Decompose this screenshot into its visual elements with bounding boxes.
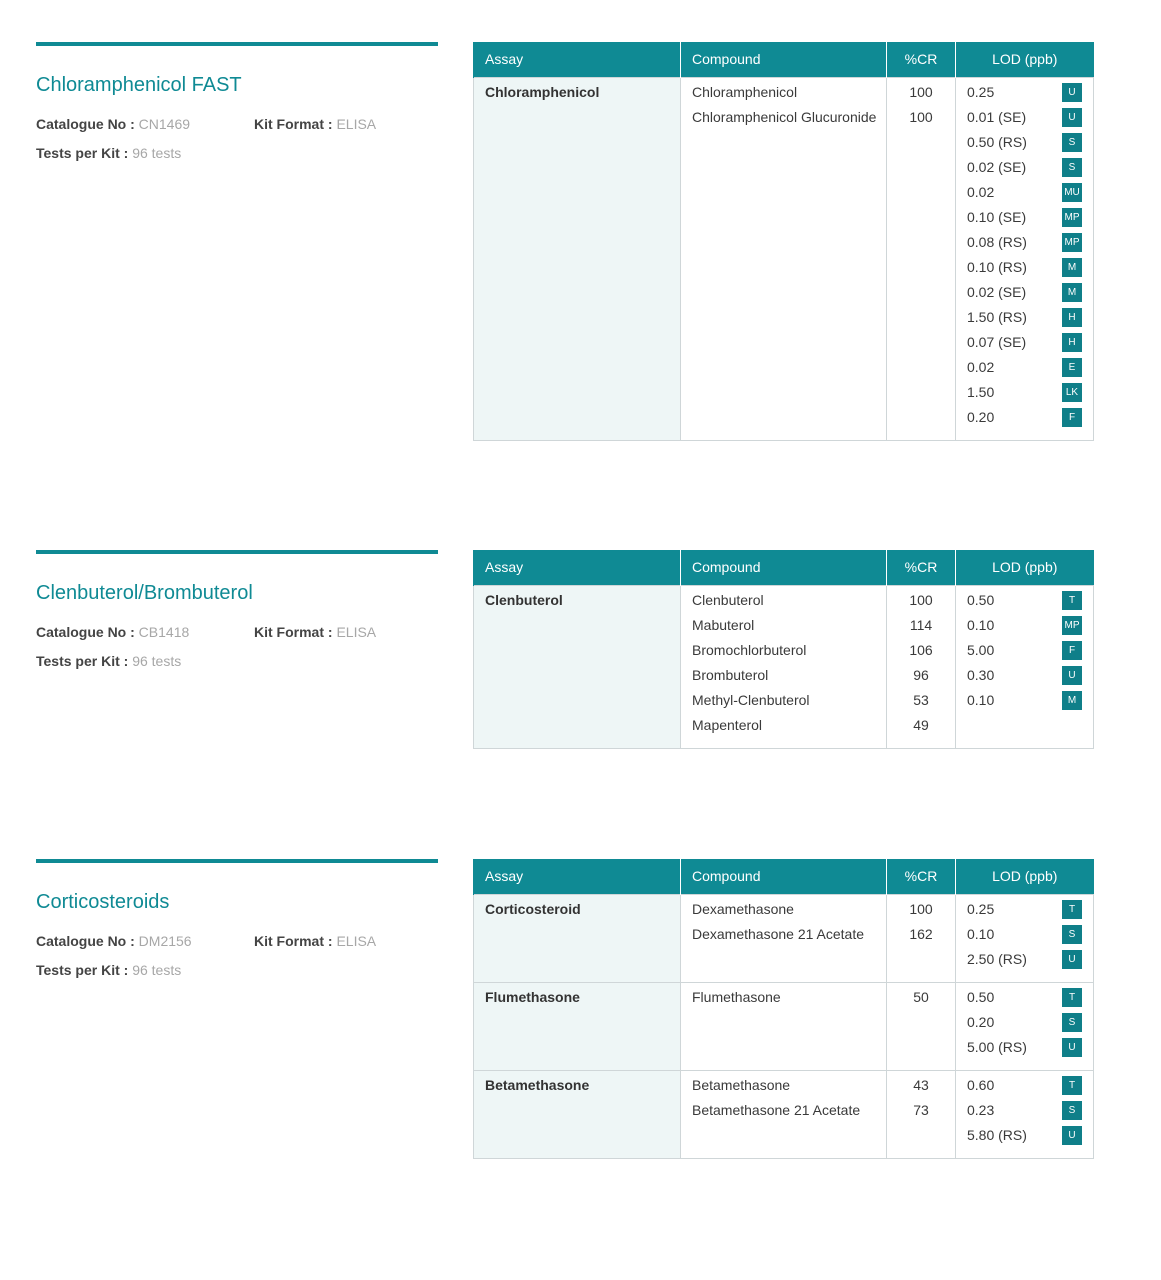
lod-value: 0.10 bbox=[967, 925, 995, 942]
lod-line bbox=[967, 592, 1082, 617]
lod-value: 0.01 (SE) bbox=[967, 108, 1027, 125]
cr-value: 53 bbox=[913, 691, 929, 708]
header-compound: Compound bbox=[681, 42, 887, 77]
species-badge: U bbox=[1062, 950, 1082, 969]
lod-line bbox=[967, 134, 1082, 159]
format-value: ELISA bbox=[336, 933, 377, 949]
lod-cell bbox=[956, 982, 1094, 1070]
lod-value: 0.08 (RS) bbox=[967, 233, 1027, 250]
lod-value: 0.20 bbox=[967, 408, 995, 425]
header-assay: Assay bbox=[474, 42, 681, 77]
species-badge: S bbox=[1062, 133, 1082, 152]
format-value: ELISA bbox=[336, 624, 377, 640]
lod-cell bbox=[956, 77, 1094, 440]
table-row bbox=[474, 1070, 1094, 1158]
species-badge: T bbox=[1062, 988, 1082, 1007]
compound-cell bbox=[681, 585, 887, 748]
table-header bbox=[474, 550, 1094, 585]
kit-title: Corticosteroids bbox=[36, 891, 170, 913]
assay-cell bbox=[474, 77, 681, 440]
kit-title: Clenbuterol/Brombuterol bbox=[36, 582, 253, 604]
cr-value: 73 bbox=[913, 1101, 929, 1118]
format-field bbox=[254, 116, 376, 132]
lod-line bbox=[967, 1039, 1082, 1064]
lod-value: 0.30 bbox=[967, 666, 995, 683]
format-label: Kit Format : bbox=[254, 933, 333, 949]
tests-field bbox=[36, 653, 181, 669]
species-badge: MU bbox=[1062, 183, 1082, 202]
lod-line bbox=[967, 667, 1082, 692]
table-row bbox=[474, 894, 1094, 982]
kit-info bbox=[36, 859, 438, 993]
lod-line bbox=[967, 409, 1082, 434]
lod-line bbox=[967, 384, 1082, 409]
lod-line bbox=[967, 184, 1082, 209]
species-badge: S bbox=[1062, 1101, 1082, 1120]
header-lod: LOD (ppb) bbox=[956, 859, 1094, 894]
lod-line bbox=[967, 334, 1082, 359]
catalogue-label: Catalogue No : bbox=[36, 116, 135, 132]
compound-name: Betamethasone bbox=[692, 1076, 791, 1093]
assay-table bbox=[473, 550, 1094, 749]
species-badge: U bbox=[1062, 1126, 1082, 1145]
lod-line bbox=[967, 1127, 1082, 1152]
lod-value: 0.02 bbox=[967, 183, 995, 200]
compound-name: Clenbuterol bbox=[692, 591, 764, 608]
lod-line bbox=[967, 159, 1082, 184]
assay-table bbox=[473, 859, 1094, 1159]
assay-name: Corticosteroid bbox=[485, 900, 581, 917]
species-badge: M bbox=[1062, 691, 1082, 710]
lod-line bbox=[967, 359, 1082, 384]
assay-cell bbox=[474, 585, 681, 748]
lod-value: 0.25 bbox=[967, 83, 995, 100]
cr-value: 49 bbox=[913, 716, 929, 733]
lod-line bbox=[967, 209, 1082, 234]
lod-value: 0.25 bbox=[967, 900, 995, 917]
lod-value: 0.10 bbox=[967, 691, 995, 708]
cr-cell bbox=[887, 1070, 956, 1158]
lod-line bbox=[967, 951, 1082, 976]
species-badge: T bbox=[1062, 1076, 1082, 1095]
kit-title: Chloramphenicol FAST bbox=[36, 74, 242, 96]
cr-value: 114 bbox=[909, 616, 933, 633]
lod-line bbox=[967, 84, 1082, 109]
kit-meta bbox=[36, 933, 438, 993]
lod-value: 0.02 bbox=[967, 358, 995, 375]
species-badge: S bbox=[1062, 1013, 1082, 1032]
kit-info bbox=[36, 42, 438, 176]
header-compound: Compound bbox=[681, 550, 887, 585]
catalogue-value: CN1469 bbox=[138, 116, 191, 132]
format-label: Kit Format : bbox=[254, 116, 333, 132]
table-header bbox=[474, 42, 1094, 77]
cr-value: 162 bbox=[909, 925, 933, 942]
compound-name: Dexamethasone bbox=[692, 900, 794, 917]
species-badge: U bbox=[1062, 83, 1082, 102]
lod-line bbox=[967, 284, 1082, 309]
cr-cell bbox=[887, 982, 956, 1070]
compound-name: Betamethasone 21 Acetate bbox=[692, 1101, 861, 1118]
header-assay: Assay bbox=[474, 550, 681, 585]
assay-table bbox=[473, 42, 1094, 441]
cr-cell bbox=[887, 585, 956, 748]
lod-value: 0.50 bbox=[967, 591, 995, 608]
compound-cell bbox=[681, 77, 887, 440]
lod-value: 5.00 (RS) bbox=[967, 1038, 1027, 1055]
kit-meta bbox=[36, 116, 438, 176]
species-badge: F bbox=[1062, 408, 1082, 427]
lod-value: 0.07 (SE) bbox=[967, 333, 1027, 350]
lod-line bbox=[967, 989, 1082, 1014]
species-badge: U bbox=[1062, 108, 1082, 127]
cr-value: 100 bbox=[909, 83, 933, 100]
compound-name: Chloramphenicol bbox=[692, 83, 798, 100]
section-rule bbox=[36, 550, 438, 554]
table-row bbox=[474, 982, 1094, 1070]
compound-name: Dexamethasone 21 Acetate bbox=[692, 925, 865, 942]
cr-value: 43 bbox=[913, 1076, 929, 1093]
species-badge: S bbox=[1062, 925, 1082, 944]
lod-value: 2.50 (RS) bbox=[967, 950, 1027, 967]
kit-meta bbox=[36, 624, 438, 684]
format-value: ELISA bbox=[336, 116, 377, 132]
assay-name: Clenbuterol bbox=[485, 591, 563, 608]
lod-value: 5.00 bbox=[967, 641, 995, 658]
catalogue-field bbox=[36, 624, 189, 640]
lod-value: 0.10 (SE) bbox=[967, 208, 1027, 225]
cr-cell bbox=[887, 894, 956, 982]
species-badge: MP bbox=[1062, 233, 1082, 252]
lod-value: 5.80 (RS) bbox=[967, 1126, 1027, 1143]
catalogue-field bbox=[36, 933, 192, 949]
format-label: Kit Format : bbox=[254, 624, 333, 640]
compound-cell bbox=[681, 982, 887, 1070]
assay-cell bbox=[474, 894, 681, 982]
lod-line bbox=[967, 642, 1082, 667]
lod-line bbox=[967, 309, 1082, 334]
format-field bbox=[254, 933, 376, 949]
lod-value: 0.10 bbox=[967, 616, 995, 633]
tests-field bbox=[36, 962, 181, 978]
header-lod: LOD (ppb) bbox=[956, 42, 1094, 77]
lod-line bbox=[967, 1102, 1082, 1127]
catalogue-field bbox=[36, 116, 190, 132]
lod-line bbox=[967, 109, 1082, 134]
lod-line bbox=[967, 692, 1082, 717]
cr-value: 96 bbox=[913, 666, 929, 683]
lod-value: 0.50 (RS) bbox=[967, 133, 1027, 150]
tests-value: 96 tests bbox=[132, 653, 182, 669]
compound-name: Chloramphenicol Glucuronide bbox=[692, 108, 877, 125]
species-badge: LK bbox=[1062, 383, 1082, 402]
tests-value: 96 tests bbox=[132, 962, 182, 978]
compound-cell bbox=[681, 894, 887, 982]
catalogue-value: DM2156 bbox=[138, 933, 192, 949]
compound-name: Mapenterol bbox=[692, 716, 763, 733]
cr-cell bbox=[887, 77, 956, 440]
species-badge: MP bbox=[1062, 208, 1082, 227]
header-lod: LOD (ppb) bbox=[956, 550, 1094, 585]
species-badge: F bbox=[1062, 641, 1082, 660]
lod-line bbox=[967, 926, 1082, 951]
lod-line bbox=[967, 259, 1082, 284]
species-badge: M bbox=[1062, 258, 1082, 277]
species-badge: U bbox=[1062, 1038, 1082, 1057]
lod-value: 0.02 (SE) bbox=[967, 283, 1027, 300]
compound-name: Bromochlorbuterol bbox=[692, 641, 807, 658]
section-rule bbox=[36, 42, 438, 46]
lod-value: 0.02 (SE) bbox=[967, 158, 1027, 175]
assay-name: Flumethasone bbox=[485, 988, 580, 1005]
species-badge: S bbox=[1062, 158, 1082, 177]
header-cr: %CR bbox=[887, 42, 956, 77]
lod-line bbox=[967, 617, 1082, 642]
species-badge: E bbox=[1062, 358, 1082, 377]
header-cr: %CR bbox=[887, 550, 956, 585]
table-header bbox=[474, 859, 1094, 894]
species-badge: T bbox=[1062, 591, 1082, 610]
lod-line bbox=[967, 1077, 1082, 1102]
lod-value: 0.23 bbox=[967, 1101, 995, 1118]
lod-line bbox=[967, 1014, 1082, 1039]
format-field bbox=[254, 624, 376, 640]
lod-value: 0.20 bbox=[967, 1013, 995, 1030]
cr-value: 50 bbox=[913, 988, 929, 1005]
lod-value: 0.10 (RS) bbox=[967, 258, 1027, 275]
header-compound: Compound bbox=[681, 859, 887, 894]
lod-line bbox=[967, 234, 1082, 259]
assay-cell bbox=[474, 1070, 681, 1158]
catalogue-value: CB1418 bbox=[138, 624, 190, 640]
cr-value: 100 bbox=[909, 900, 933, 917]
lod-cell bbox=[956, 894, 1094, 982]
species-badge: M bbox=[1062, 283, 1082, 302]
tests-value: 96 tests bbox=[132, 145, 182, 161]
cr-value: 106 bbox=[909, 641, 933, 658]
assay-name: Betamethasone bbox=[485, 1076, 590, 1093]
tests-field bbox=[36, 145, 181, 161]
compound-name: Methyl-Clenbuterol bbox=[692, 691, 810, 708]
header-assay: Assay bbox=[474, 859, 681, 894]
lod-cell bbox=[956, 1070, 1094, 1158]
table-row bbox=[474, 585, 1094, 748]
species-badge: U bbox=[1062, 666, 1082, 685]
catalogue-label: Catalogue No : bbox=[36, 933, 135, 949]
species-badge: H bbox=[1062, 308, 1082, 327]
lod-cell bbox=[956, 585, 1094, 748]
compound-cell bbox=[681, 1070, 887, 1158]
compound-name: Brombuterol bbox=[692, 666, 769, 683]
kit-info bbox=[36, 550, 438, 684]
lod-value: 1.50 (RS) bbox=[967, 308, 1027, 325]
lod-value: 1.50 bbox=[967, 383, 995, 400]
tests-label: Tests per Kit : bbox=[36, 962, 129, 978]
catalogue-label: Catalogue No : bbox=[36, 624, 135, 640]
header-cr: %CR bbox=[887, 859, 956, 894]
assay-cell bbox=[474, 982, 681, 1070]
tests-label: Tests per Kit : bbox=[36, 653, 129, 669]
compound-name: Flumethasone bbox=[692, 988, 781, 1005]
table-row bbox=[474, 77, 1094, 440]
section-rule bbox=[36, 859, 438, 863]
assay-name: Chloramphenicol bbox=[485, 83, 600, 100]
lod-line bbox=[967, 901, 1082, 926]
species-badge: T bbox=[1062, 900, 1082, 919]
lod-value: 0.60 bbox=[967, 1076, 995, 1093]
tests-label: Tests per Kit : bbox=[36, 145, 129, 161]
species-badge: H bbox=[1062, 333, 1082, 352]
lod-value: 0.50 bbox=[967, 988, 995, 1005]
cr-value: 100 bbox=[909, 108, 933, 125]
cr-value: 100 bbox=[909, 591, 933, 608]
compound-name: Mabuterol bbox=[692, 616, 755, 633]
species-badge: MP bbox=[1062, 616, 1082, 635]
